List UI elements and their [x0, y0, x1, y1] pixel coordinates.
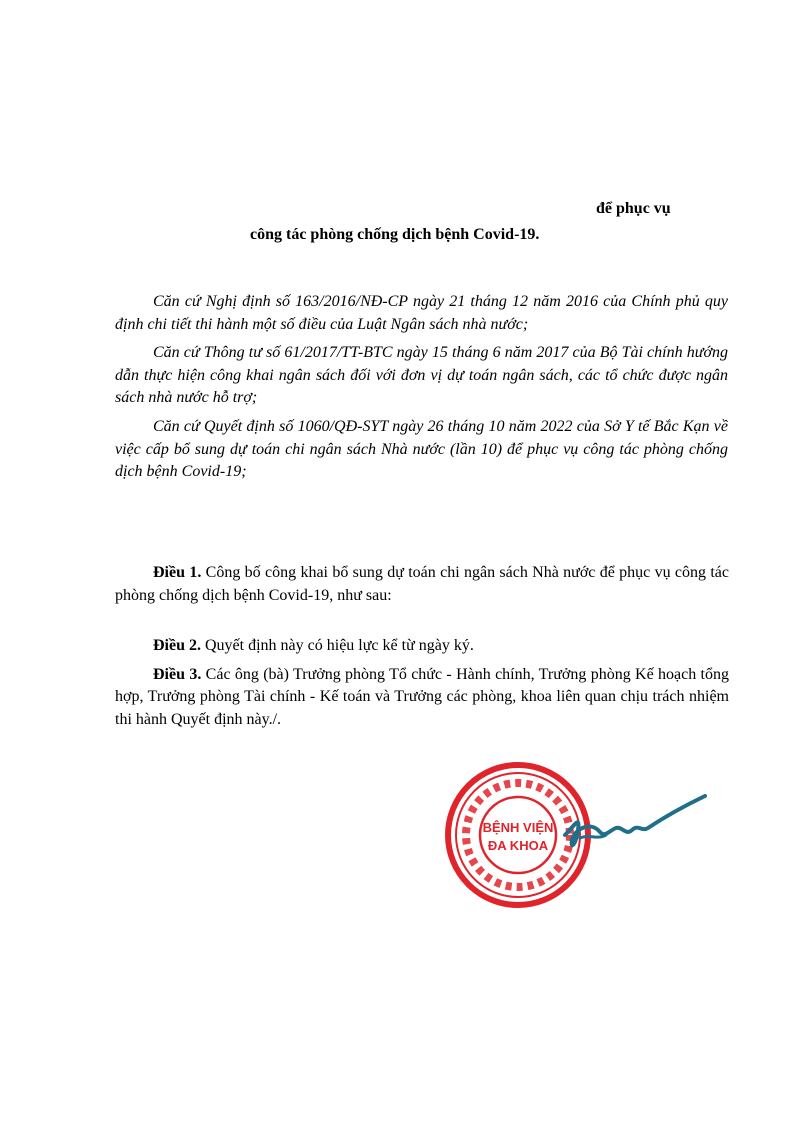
legal-basis-section [113, 287, 728, 487]
article-1 [113, 560, 729, 609]
title-line-1: để phục vụ [596, 200, 671, 217]
article-1-label: Điều 1. [153, 564, 202, 581]
article-2-paragraph [115, 635, 729, 658]
article-2-label: Điều 2. [153, 637, 201, 654]
legal-basis-3: Căn cứ Quyết định số 1060/QĐ-SYT ngày 26 tháng 10 năm 2022 của Sở Y tế Bắc Kạn về việc cấp bổ sung dự toán chi ngân sách Nhà nước (lần 10) để phục vụ công tác phòng chống dịch bệnh Covid-19; [115, 417, 728, 481]
legal-basis-2: Căn cứ Thông tư số 61/2017/TT-BTC ngày 15 tháng 6 năm 2017 của Bộ Tài chính hướng dẫn thực hiện công khai ngân sách đối với đơn vị dự toán ngân sách, các tổ chức được ngân sách nhà nước hỗ trợ; [115, 344, 728, 407]
article-2-text: Quyết định này có hiệu lực kể từ ngày ký. [201, 637, 474, 654]
stamp-center-line-2: ĐA KHOA [487, 838, 549, 853]
title-line-2: công tác phòng chống dịch bệnh Covid-19. [250, 226, 540, 243]
article-3-label: Điều 3. [153, 665, 202, 683]
stamp-center-ring [480, 797, 556, 873]
article-1-paragraph [115, 562, 729, 607]
article-3-text: Các ông (bà) Trưởng phòng Tổ chức - Hành chính, Trưởng phòng Kế hoạch tổng hợp, Trưởng phòng Tài chính - Kế toán và Trưởng các phòng, khoa liên quan chịu trách nhiệm thi hành Quyết định này./. [115, 665, 730, 728]
article-3-paragraph [115, 664, 729, 732]
signature [560, 790, 710, 860]
article-1-text: Công bố công khai bổ sung dự toán chi ngân sách Nhà nước để phục vụ công tác phòng chống dịch bệnh Covid-19, như sau: [115, 564, 730, 604]
legal-basis-1: Căn cứ Nghị định số 163/2016/NĐ-CP ngày 21 tháng 12 năm 2016 của Chính phủ quy định chi tiết thi hành một số điều của Luật Ngân sách nhà nước; [115, 293, 728, 333]
stamp-text-ring [466, 783, 570, 887]
stamp-center-line-1: BỆNH VIỆN [482, 820, 554, 835]
articles-2-3 [113, 633, 729, 733]
